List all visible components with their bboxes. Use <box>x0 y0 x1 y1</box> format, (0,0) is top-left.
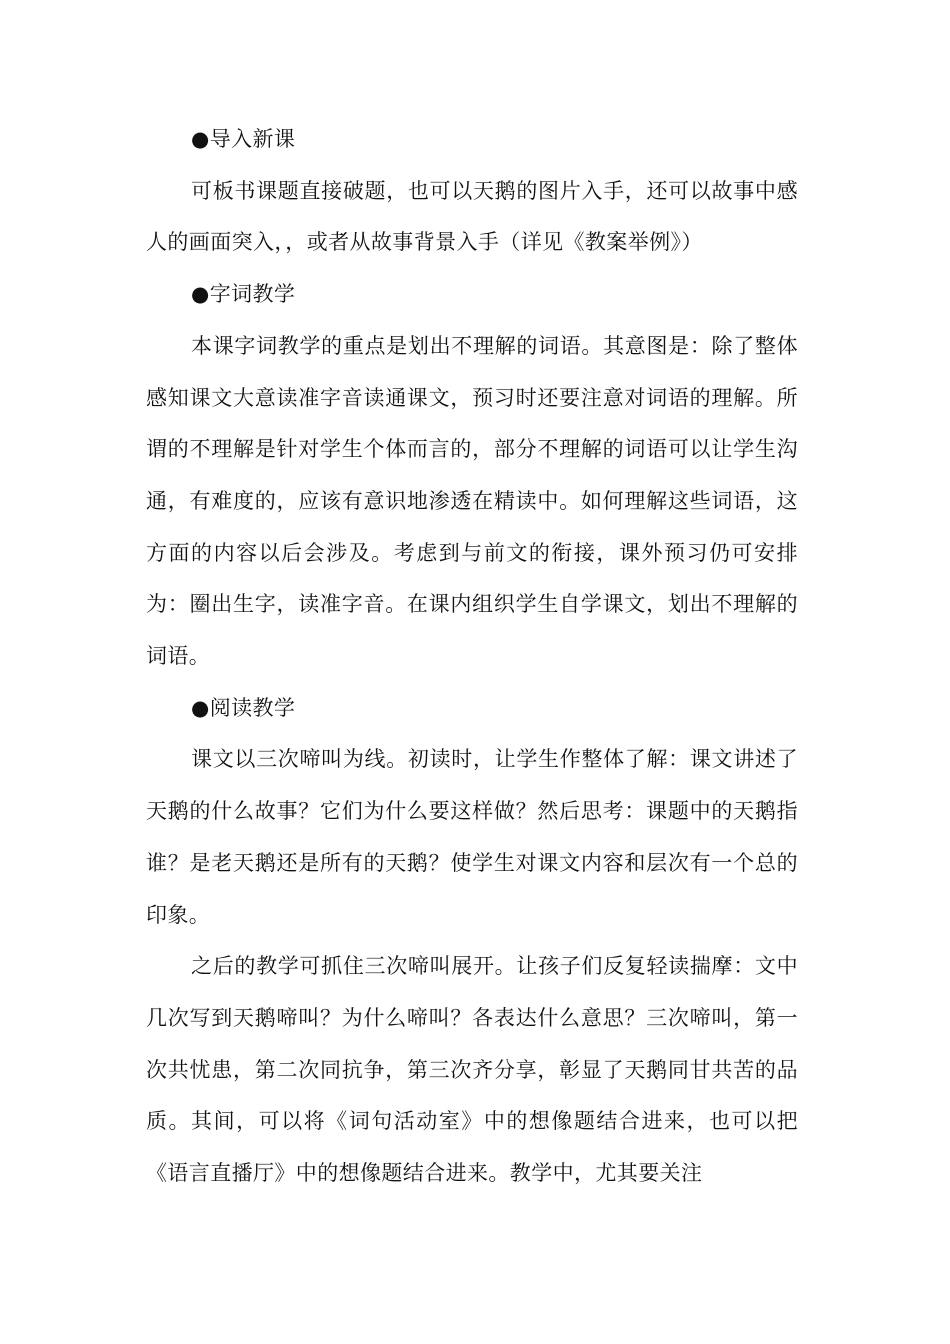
paragraph-vocabulary: 本课字词教学的重点是划出不理解的词语。其意图是：除了整体感知课文大意读准字音读通课文，预习时还要注意对词语的理解。所谓的不理解是针对学生个体而言的，部分不理解的词语可以让学生沟通，有难度的，应该有意识地渗透在精读中。如何理解这些词语，这方面的内容以后会涉及。考虑到与前文的衔接，课外预习仍可安排为：圈出生字，读准字音。在课内组织学生自学课文，划出不理解的词语。 <box>146 333 798 669</box>
section-heading-intro: ●导入新课 <box>191 127 296 151</box>
document-body <box>146 114 798 1200</box>
paragraph-reading-1: 课文以三次啼叫为线。初读时，让学生作整体了解：课文讲述了天鹅的什么故事？它们为什么要这样做？然后思考：课题中的天鹅指谁？是老天鹅还是所有的天鹅？使学生对课文内容和层次有一个总的印象。 <box>146 747 798 927</box>
section-heading-reading: ●阅读教学 <box>191 695 296 720</box>
section-heading-vocabulary: ●字词教学 <box>191 282 296 307</box>
paragraph-reading-2: 之后的教学可抓住三次啼叫展开。让孩子们反复轻读揣摩：文中几次写到天鹅啼叫？为什么啼叫？各表达什么意思？三次啼叫，第一次共忧患，第二次同抗争，第三次齐分享，彰显了天鹅同甘共苦的品质。其间，可以将《词句活动室》中的想像题结合进来，也可以把《语言直播厅》中的想像题结合进来。教学中，尤其要关注 <box>146 954 798 1186</box>
paragraph-intro: 可板书课题直接破题，也可以天鹅的图片入手，还可以故事中感人的画面突入，，或者从故事背景入手（详见《教案举例》） <box>146 178 798 255</box>
